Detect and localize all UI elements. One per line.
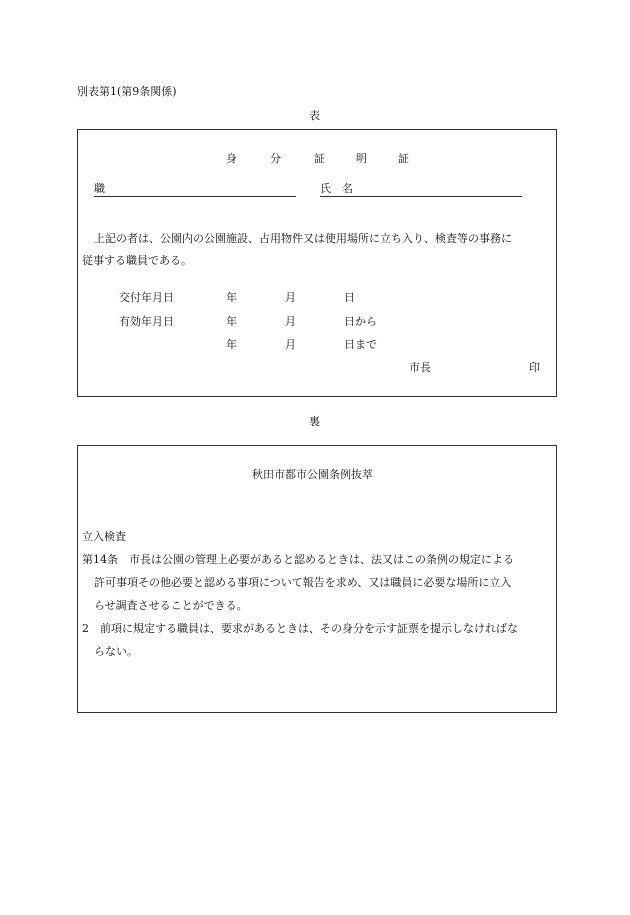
name-underline — [320, 196, 522, 197]
valid-from-year: 年 — [226, 315, 237, 328]
back-card — [77, 445, 557, 713]
article-14-line-1: 第14条 市長は公園の管理上必要があると認めるときは、法又はこの条例の規定による — [82, 553, 514, 566]
front-title-char-3: 証 — [314, 152, 325, 165]
valid-until-year: 年 — [226, 338, 237, 351]
back-title: 秋田市都市公園条例抜萃 — [252, 468, 373, 481]
back-label: 裏 — [309, 415, 320, 428]
article-14-line-3: らせ調査させることができる。 — [94, 599, 248, 612]
issue-day: 日 — [344, 291, 355, 304]
issue-month: 月 — [285, 291, 296, 304]
statement-line-1: 上記の者は、公園内の公園施設、占用物件又は使用場所に立ち入り、検査等の事務に — [94, 232, 512, 245]
front-label: 表 — [309, 109, 320, 122]
valid-from-day: 日から — [344, 315, 377, 328]
statement-line-2: 従事する職員である。 — [82, 254, 192, 267]
front-title-char-4: 明 — [356, 152, 367, 165]
front-title-char-2: 分 — [270, 152, 281, 165]
job-underline — [94, 196, 296, 197]
valid-until-month: 月 — [285, 338, 296, 351]
front-card — [77, 129, 557, 397]
article-14-line-2: 許可事項その他必要と認める事項について報告を求め、又は職員に必要な場所に立入 — [94, 576, 512, 589]
job-label: 職 — [94, 182, 105, 195]
front-title-char-1: 身 — [226, 152, 237, 165]
valid-until-day: 日まで — [344, 338, 377, 351]
paragraph-2-line-2: らない。 — [94, 645, 138, 658]
paragraph-2-line-1: 2 前項に規定する職員は、要求があるときは、その身分を示す証票を提示しなければな — [82, 622, 518, 635]
issue-date-label: 交付年月日 — [119, 291, 174, 304]
valid-from-month: 月 — [285, 315, 296, 328]
name-label: 氏 名 — [320, 182, 353, 195]
front-title-char-5: 証 — [398, 152, 409, 165]
seal-label: 印 — [529, 361, 540, 374]
table-reference-header: 別表第1(第9条関係) — [77, 85, 177, 98]
issue-year: 年 — [226, 291, 237, 304]
mayor-label: 市長 — [409, 361, 431, 374]
valid-date-label: 有効年月日 — [119, 315, 174, 328]
section-heading: 立入検査 — [82, 530, 126, 543]
